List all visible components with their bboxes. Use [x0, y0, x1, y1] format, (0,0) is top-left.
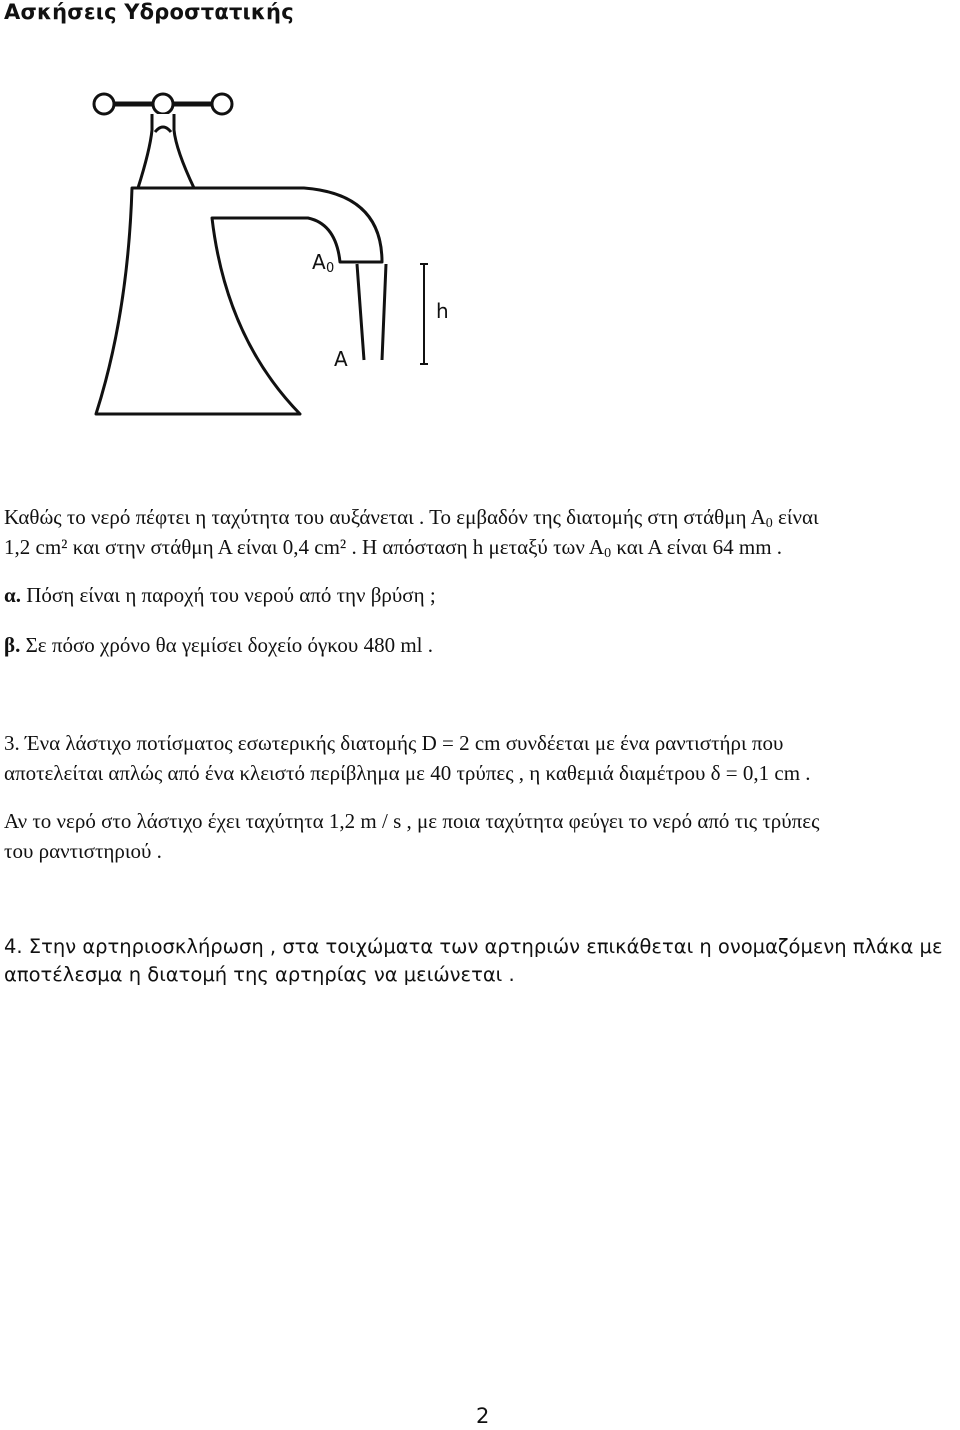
question-a-marker: α.: [4, 583, 21, 607]
label-a: A: [334, 347, 348, 371]
faucet-body: [96, 188, 382, 414]
water-stream: [357, 264, 386, 360]
page-title: Ασκήσεις Υδροστατικής: [4, 0, 294, 24]
faucet-handle: [94, 94, 232, 188]
exercise-2-line-2: 1,2 cm² και στην στάθμη Α είναι 0,4 cm² . Η απόσταση h μεταξύ των Α0 και Α είναι 64 mm .: [4, 535, 783, 561]
faucet-figure: [0, 0, 960, 440]
exercise-4-line-1: 4. Στην αρτηριοσκλήρωση , στα τοιχώματα των αρτηριών επικάθεται η ονομαζόμενη πλάκα με: [4, 935, 943, 958]
question-a: α. Πόση είναι η παροχή του νερού από την βρύση ;: [4, 583, 436, 607]
question-b: β. Σε πόσο χρόνο θα γεμίσει δοχείο όγκου 480 ml .: [4, 633, 433, 657]
question-b-marker: β.: [4, 633, 21, 657]
exercise-3-line-2: αποτελείται απλώς από ένα κλειστό περίβλημα με 40 τρύπες , η καθεμιά διαμέτρου δ = 0,1 cm .: [4, 761, 811, 785]
exercise-3-line-3: Αν το νερό στο λάστιχο έχει ταχύτητα 1,2 m / s , με ποια ταχύτητα φεύγει το νερό από τις τρύπες: [4, 809, 820, 833]
exercise-3-line-1: 3. Ένα λάστιχο ποτίσματος εσωτερικής διατομής D = 2 cm συνδέεται με ένα ραντιστήρι που: [4, 731, 784, 755]
exercise-2-line-1: Καθώς το νερό πέφτει η ταχύτητα του αυξάνεται . Το εμβαδόν της διατομής στη στάθμη Α0 είναι: [4, 505, 819, 531]
height-marker: [420, 264, 428, 364]
label-a0: A: [312, 250, 326, 274]
label-h: h: [436, 299, 449, 323]
exercise-3-line-4: του ραντιστηριού .: [4, 839, 162, 863]
label-a0-subscript: 0: [326, 261, 335, 276]
page-number: 2: [476, 1404, 490, 1428]
exercise-4-line-2: αποτέλεσμα η διατομή της αρτηρίας να μειώνεται .: [4, 963, 515, 986]
